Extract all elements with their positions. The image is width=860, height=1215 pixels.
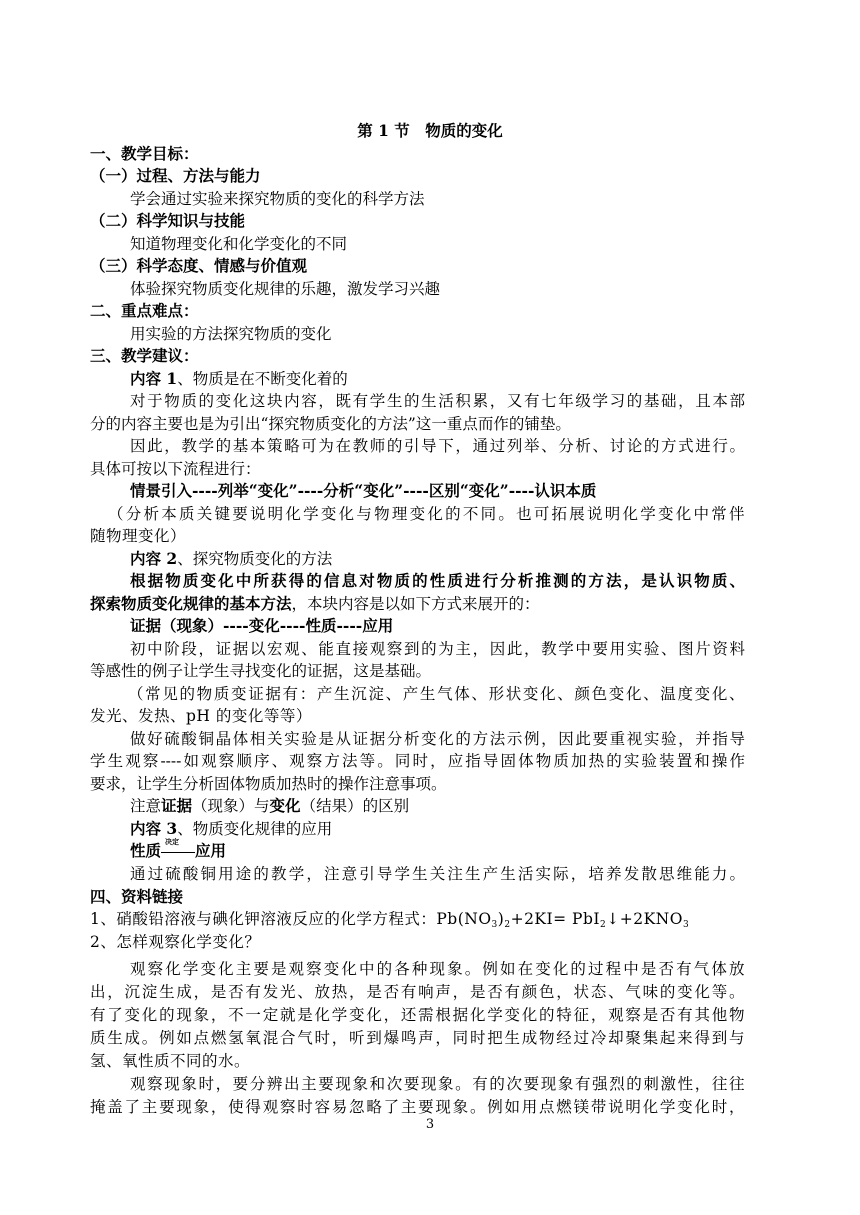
paragraph-9-line-1: 观察现象时，要分辨出主要现象和次要现象。有的次要现象有强烈的刺激性，往往 xyxy=(130,1075,745,1093)
content-3-title: 、物质变化规律的应用 xyxy=(177,820,333,838)
paragraph-1-line-2: 分的内容主要也是为引出“探究物质变化的方法”这一重点而作的铺垫。 xyxy=(90,415,571,433)
paragraph-8-line-4: 质生成。例如点燃氢氧混合气时，听到爆鸣声，同时把生成物经过冷却聚集起来得到与 xyxy=(90,1029,745,1047)
paragraph-2-line-2: 具体可按以下流程进行： xyxy=(90,460,261,478)
paragraph-4-line-2: 等感性的例子让学生寻找变化的证据，这是基础。 xyxy=(90,662,432,680)
subheading-knowledge: （二）科学知识与技能 xyxy=(90,211,246,230)
paragraph-8-line-2: 出，沉淀生成，是否有发光、放热，是否有响声，是否有颜色，状态、气味的变化等。 xyxy=(90,983,745,1001)
paragraph-4-line-1: 初中阶段，证据以宏观、能直接观察到的为主，因此，教学中要用实验、图片资料 xyxy=(130,640,745,658)
paragraph-6 xyxy=(130,795,745,818)
paragraph-1-line-1: 对于物质的变化这块内容，既有学生的生活积累，又有七年级学习的基础，且本部 xyxy=(130,392,745,410)
content-1-line xyxy=(130,368,745,391)
paragraph-6-evidence: 证据 xyxy=(161,796,193,815)
objective-text-1: 学会通过实验来探究物质的变化的科学方法 xyxy=(130,190,425,208)
equation-part-1: Pb(NO xyxy=(436,910,492,928)
content-3-line xyxy=(130,818,745,841)
paragraph-2-line-1: 因此，教学的基本策略可为在教师的引导下，通过列举、分析、讨论的方式进行。 xyxy=(130,437,745,455)
flow-3-application: 应用 xyxy=(195,841,227,860)
subheading-process: （一）过程、方法与能力 xyxy=(90,166,261,185)
paragraph-8-line-1: 观察化学变化主要是观察变化中的各种现象。例如在变化的过程中是否有气体放 xyxy=(130,960,745,978)
note-1-line-2: 随物理变化） xyxy=(90,527,187,545)
decide-arrow xyxy=(161,837,195,862)
paragraph-6-end: （结果）的区别 xyxy=(300,797,410,815)
content-1-label: 内容 1 xyxy=(130,369,178,388)
resource-1 xyxy=(90,908,745,931)
page-number: 3 xyxy=(425,1117,435,1132)
objective-text-2: 知道物理变化和化学变化的不同 xyxy=(130,235,348,253)
note-2-line-1: （常见的物质变证据有：产生沉淀、产生气体、形状变化、颜色变化、温度变化、 xyxy=(128,685,745,703)
equation-sub-2: 2 xyxy=(504,920,511,930)
content-3-label: 内容 3 xyxy=(130,819,178,838)
paragraph-7: 通过硫酸铜用途的教学，注意引导学生关注生产生活实际，培养发散思维能力。 xyxy=(130,865,745,883)
flow-2: 证据（现象）----变化----性质----应用 xyxy=(130,616,394,635)
resource-1-text: 1、硝酸铅溶液与碘化钾溶液反应的化学方程式： xyxy=(90,910,437,928)
paragraph-9-line-2: 掩盖了主要现象，使得观察时容易忽略了主要现象。例如用点燃镁带说明化学变化时， xyxy=(90,1098,745,1116)
section-heading-suggestions: 三、教学建议： xyxy=(90,346,199,365)
paragraph-8-line-5: 氢、氧性质不同的水。 xyxy=(90,1052,251,1070)
content-2-line xyxy=(130,548,745,571)
note-2-line-2: 发光、发热、pH 的变化等等） xyxy=(90,707,312,725)
paragraph-3-line-2 xyxy=(90,593,745,616)
paragraph-6-change: 变化 xyxy=(269,796,301,815)
content-2-title: 、探究物质变化的方法 xyxy=(177,550,333,568)
key-points-text: 用实验的方法探究物质的变化 xyxy=(130,325,332,343)
paragraph-8-line-3: 有了变化的现象，不一定就是化学变化，还需根据化学变化的特征，观察是否有其他物 xyxy=(90,1006,745,1024)
equation-sub-4: 3 xyxy=(682,920,690,930)
flow-1: 情景引入----列举“变化”----分析“变化”----区别“变化”----认识本质 xyxy=(130,481,597,500)
paragraph-3-emphasis: 探索物质变化规律的基本方法 xyxy=(90,594,292,613)
section-heading-objectives: 一、教学目标： xyxy=(90,144,199,163)
paragraph-6-mid: （现象）与 xyxy=(192,797,270,815)
paragraph-3-rest: ，本块内容是以如下方式来展开的： xyxy=(291,595,540,613)
paragraph-5-line-3: 要求，让学生分析固体物质加热时的操作注意事项。 xyxy=(90,775,447,793)
paragraph-5-line-2: 学生观察----如观察顺序、观察方法等。同时，应指导固体物质加热的实验装置和操作 xyxy=(90,752,745,770)
section-heading-resources: 四、资料链接 xyxy=(90,887,184,906)
equation-part-3: +2KI= PbI xyxy=(510,910,601,928)
chemical-equation xyxy=(436,910,689,928)
content-2-label: 内容 2 xyxy=(130,549,178,568)
paragraph-3-line-1: 根据物质变化中所获得的信息对物质的性质进行分析推测的方法，是认识物质、 xyxy=(130,571,745,590)
subheading-attitude: （三）科学态度、情感与价值观 xyxy=(90,256,308,275)
decide-line xyxy=(161,852,195,853)
resource-2: 2、怎样观察化学变化？ xyxy=(90,933,261,951)
flow-3 xyxy=(130,837,745,864)
equation-part-4: ↓+2KNO xyxy=(606,910,683,928)
objective-text-3: 体验探究物质变化规律的乐趣，激发学习兴趣 xyxy=(130,280,441,298)
equation-part-2: ) xyxy=(497,910,505,928)
decide-label: 决定 xyxy=(165,837,180,846)
equation-sub-3: 2 xyxy=(600,920,607,930)
content-1-title: 、物质是在不断变化着的 xyxy=(177,370,348,388)
page-title: 第 1 节 物质的变化 xyxy=(357,121,503,140)
note-1-line-1: （分析本质关键要说明化学变化与物理变化的不同。也可拓展说明化学变化中常伴 xyxy=(108,505,745,523)
flow-3-property: 性质 xyxy=(130,841,162,860)
paragraph-5-line-1: 做好硫酸铜晶体相关实验是从证据分析变化的方法示例，因此要重视实验，并指导 xyxy=(130,730,745,748)
paragraph-6-pre: 注意 xyxy=(130,797,162,815)
section-heading-key-points: 二、重点难点： xyxy=(90,301,199,320)
equation-sub-1: 3 xyxy=(491,920,498,930)
